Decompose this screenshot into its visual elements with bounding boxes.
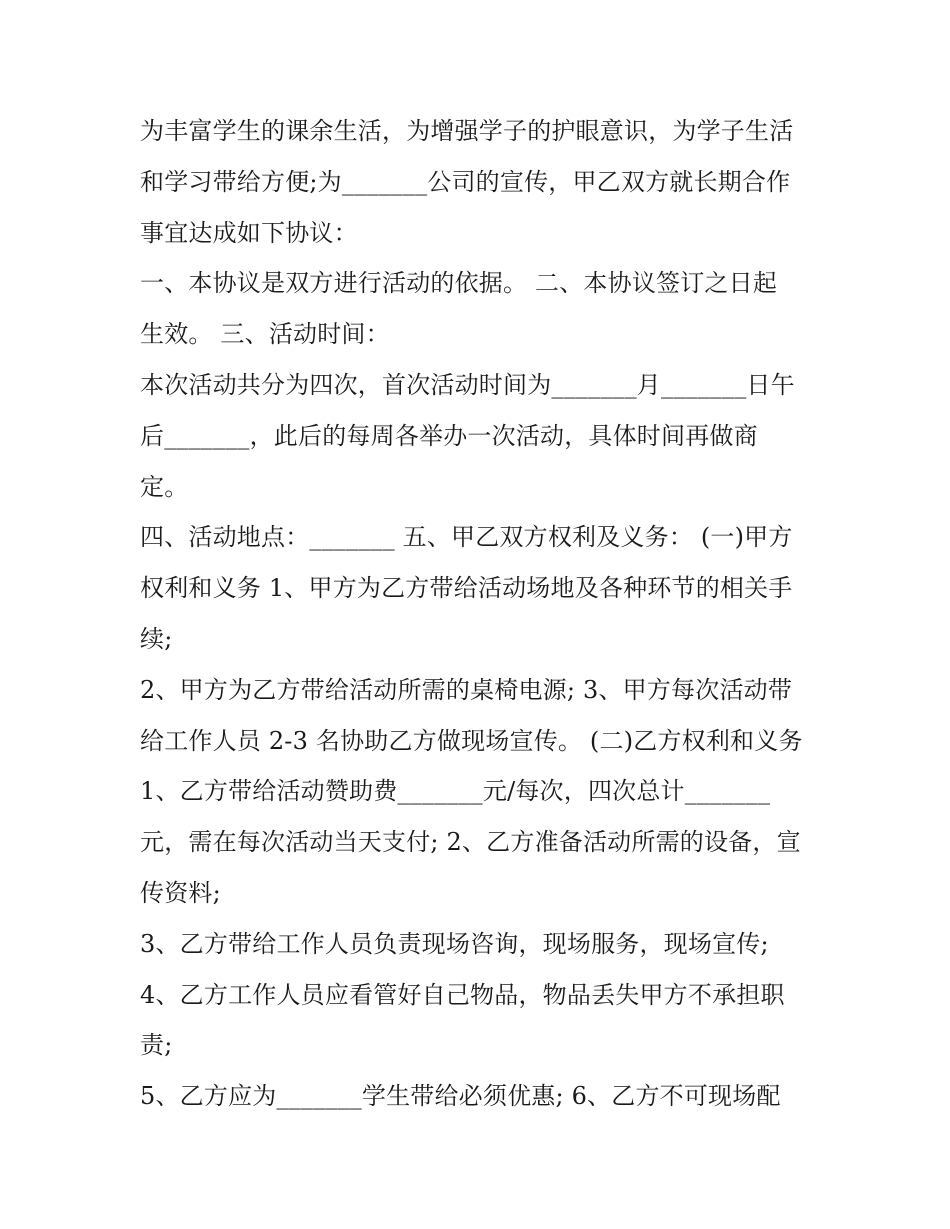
text-line: 生效。 三、活动时间： [140,320,390,349]
text-line: 2、甲方为乙方带给活动所需的桌椅电源; 3、甲方每次活动带 [140,675,793,704]
text-line: 传资料; [140,878,221,907]
text-line: 和学习带给方便;为_______公司的宣传，甲乙双方就长期合作 [140,167,791,196]
text-line: 5、乙方应为_______学生带给必须优惠; 6、乙方不可现场配 [140,1082,781,1111]
text-line: 后_______，此后的每周各举办一次活动，具体时间再做商 [140,421,758,450]
text-line: 四、活动地点：_______ 五、甲乙双方权利及义务： (一)甲方 [140,523,793,552]
text-line: 续; [140,624,173,653]
text-line: 权利和义务 1、甲方为乙方带给活动场地及各种环节的相关手 [140,574,793,603]
text-line: 给工作人员 2-3 名协助乙方做现场宣传。 (二)乙方权利和义务 [140,726,803,755]
text-line: 本次活动共分为四次，首次活动时间为_______月_______日午 [140,370,795,399]
text-line: 事宜达成如下协议： [140,218,358,247]
text-line: 元，需在每次活动当天支付; 2、乙方准备活动所需的设备，宣 [140,828,801,857]
text-line: 4、乙方工作人员应看管好自己物品，物品丢失甲方不承担职 [140,980,785,1009]
text-line: 责; [140,1031,173,1060]
text-line: 1、乙方带给活动赞助费_______元/每次，四次总计_______ [140,777,771,806]
text-line: 一、本协议是双方进行活动的依据。 二、本协议签订之日起 [140,269,778,298]
text-line: 定。 [140,472,189,501]
text-line: 为丰富学生的课余生活，为增强学子的护眼意识，为学子生活 [140,117,794,145]
text-line: 3、乙方带给工作人员负责现场咨询，现场服务，现场宣传; [140,929,769,958]
agreement-text [140,106,820,1122]
